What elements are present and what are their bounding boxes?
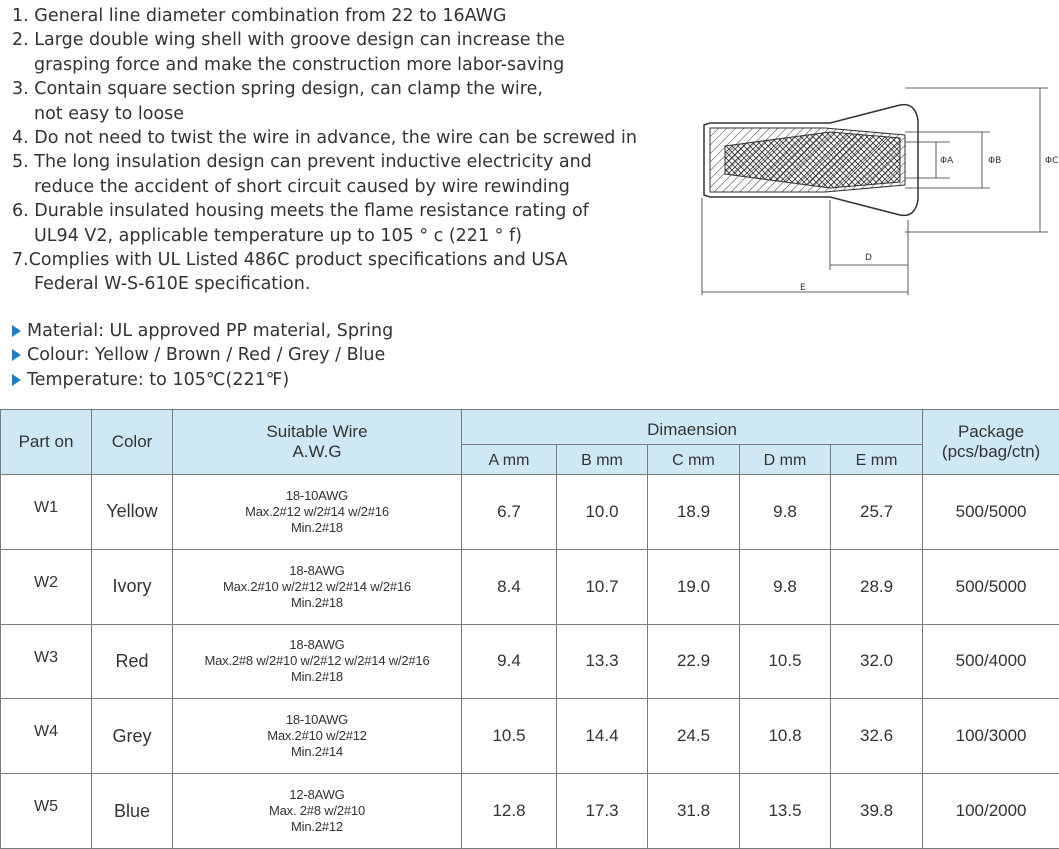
spec-item (12, 368, 612, 392)
cell-color: Blue (92, 774, 173, 849)
cell-b: 14.4 (557, 699, 648, 774)
header-b: B mm (557, 445, 648, 475)
header-a: A mm (462, 445, 557, 475)
cell-e: 32.0 (831, 624, 923, 699)
header-package (923, 410, 1059, 475)
cell-d: 9.8 (740, 549, 831, 624)
feature-line-continued: Federal W-S-610E specification. (34, 274, 311, 295)
cell-c: 31.8 (648, 774, 740, 849)
feature-item (12, 150, 702, 199)
cell-a: 6.7 (462, 475, 557, 550)
cell-a: 9.4 (462, 624, 557, 699)
label-phi-b: ΦB (988, 156, 1002, 166)
feature-line-continued: not easy to loose (34, 103, 185, 124)
wire-range: 18-10AWG (285, 712, 349, 728)
label-e: E (800, 283, 806, 293)
wire-min: Min.2#18 (291, 669, 343, 685)
feature-line: 1. General line diameter combination from 22 to 16AWG (12, 6, 507, 26)
cell-package: 100/2000 (923, 774, 1059, 849)
cell-c: 24.5 (648, 699, 740, 774)
table-row (1, 699, 1059, 774)
spec-text: Colour: Yellow / Brown / Red / Grey / Blue (27, 345, 386, 366)
cell-e: 25.7 (831, 475, 923, 550)
bullet-triangle-icon (12, 349, 21, 361)
label-phi-c: ΦC (1045, 156, 1059, 166)
feature-item (12, 126, 702, 150)
feature-line: 2. Large double wing shell with groove design can increase the (12, 30, 565, 51)
cell-part: W2 (1, 549, 92, 624)
cell-wire (173, 549, 462, 624)
table-row (1, 624, 1059, 699)
wire-range: 18-10AWG (285, 487, 349, 503)
feature-line-continued: reduce the accident of short circuit caused by wire rewinding (34, 176, 570, 197)
header-dimension: Dimaension (462, 410, 923, 445)
cell-part: W1 (1, 475, 92, 550)
header-wire-line2: A.W.G (292, 442, 342, 461)
cell-e: 32.6 (831, 699, 923, 774)
wire-max: Max.2#10 w/2#12 (267, 728, 367, 744)
bullet-triangle-icon (12, 374, 21, 386)
header-c: C mm (648, 445, 740, 475)
feature-item (12, 4, 702, 28)
cell-part: W3 (1, 624, 92, 699)
cell-b: 10.7 (557, 549, 648, 624)
cell-wire (173, 624, 462, 699)
wire-max: Max.2#10 w/2#12 w/2#14 w/2#16 (223, 578, 411, 594)
cell-color: Grey (92, 699, 173, 774)
header-package-line2: (pcs/bag/ctn) (941, 442, 1041, 461)
cell-wire (173, 699, 462, 774)
cell-package: 100/3000 (923, 699, 1059, 774)
label-d: D (865, 253, 872, 263)
spec-text: Material: UL approved PP material, Spring (27, 321, 394, 341)
spec-table (0, 409, 1059, 849)
feature-item (12, 248, 702, 297)
feature-line: 5. The long insulation design can prevent inductive electricity and (12, 152, 592, 173)
feature-line: 6. Durable insulated housing meets the flame resistance rating of (12, 201, 589, 222)
feature-item (12, 77, 702, 126)
feature-line-continued: UL94 V2, applicable temperature up to 105 ° c (221 ° f) (34, 225, 522, 246)
cell-d: 10.5 (740, 624, 831, 699)
header-part: Part on (1, 410, 92, 475)
table-row (1, 774, 1059, 849)
wire-range: 18-8AWG (289, 637, 345, 653)
cell-package: 500/5000 (923, 475, 1059, 550)
cell-a: 12.8 (462, 774, 557, 849)
feature-line: 4. Do not need to twist the wire in advance, the wire can be screwed in (12, 128, 637, 149)
cell-b: 13.3 (557, 624, 648, 699)
cell-b: 10.0 (557, 475, 648, 550)
header-color: Color (92, 410, 173, 475)
cell-b: 17.3 (557, 774, 648, 849)
cell-part: W4 (1, 699, 92, 774)
spec-item (12, 319, 612, 343)
wire-min: Min.2#12 (291, 819, 343, 835)
table-row (1, 475, 1059, 550)
header-e: E mm (831, 445, 923, 475)
wire-min: Min.2#18 (291, 594, 343, 610)
header-wire (173, 410, 462, 475)
cell-wire (173, 475, 462, 550)
bullet-triangle-icon (12, 325, 21, 337)
wire-max: Max.2#12 w/2#14 w/2#16 (245, 503, 389, 519)
wire-max: Max. 2#8 w/2#10 (268, 803, 365, 819)
cell-a: 10.5 (462, 699, 557, 774)
cell-color: Red (92, 624, 173, 699)
wire-min: Min.2#18 (291, 519, 343, 535)
spec-text: Temperature: to 105℃(221℉) (27, 369, 290, 390)
feature-item (12, 199, 702, 248)
wire-max: Max.2#8 w/2#10 w/2#12 w/2#14 w/2#16 (204, 653, 430, 669)
wire-range: 18-8AWG (289, 562, 345, 578)
cell-e: 39.8 (831, 774, 923, 849)
cell-d: 10.8 (740, 699, 831, 774)
cell-package: 500/4000 (923, 624, 1059, 699)
cell-c: 18.9 (648, 475, 740, 550)
label-phi-a: ΦA (940, 156, 954, 166)
cell-d: 13.5 (740, 774, 831, 849)
cell-a: 8.4 (462, 549, 557, 624)
feature-line-continued: grasping force and make the construction more labor-saving (34, 54, 565, 75)
feature-line: 7.Complies with UL Listed 486C product specifications and USA (12, 250, 568, 271)
cell-part: W5 (1, 774, 92, 849)
header-wire-line1: Suitable Wire (266, 422, 368, 441)
cell-e: 28.9 (831, 549, 923, 624)
cell-color: Ivory (92, 549, 173, 624)
header-package-line1: Package (957, 422, 1025, 441)
spec-list (12, 319, 612, 392)
wire-min: Min.2#14 (291, 744, 343, 760)
feature-item (12, 28, 702, 77)
wire-range: 12-8AWG (289, 787, 345, 803)
cell-c: 19.0 (648, 549, 740, 624)
table-row (1, 549, 1059, 624)
connector-diagram (690, 80, 1059, 300)
cell-color: Yellow (92, 475, 173, 550)
feature-list (12, 4, 702, 297)
header-d: D mm (740, 445, 831, 475)
spec-item (12, 343, 612, 367)
cell-package: 500/5000 (923, 549, 1059, 624)
cell-d: 9.8 (740, 475, 831, 550)
cell-c: 22.9 (648, 624, 740, 699)
cell-wire (173, 774, 462, 849)
feature-line: 3. Contain square section spring design, can clamp the wire, (12, 79, 543, 100)
